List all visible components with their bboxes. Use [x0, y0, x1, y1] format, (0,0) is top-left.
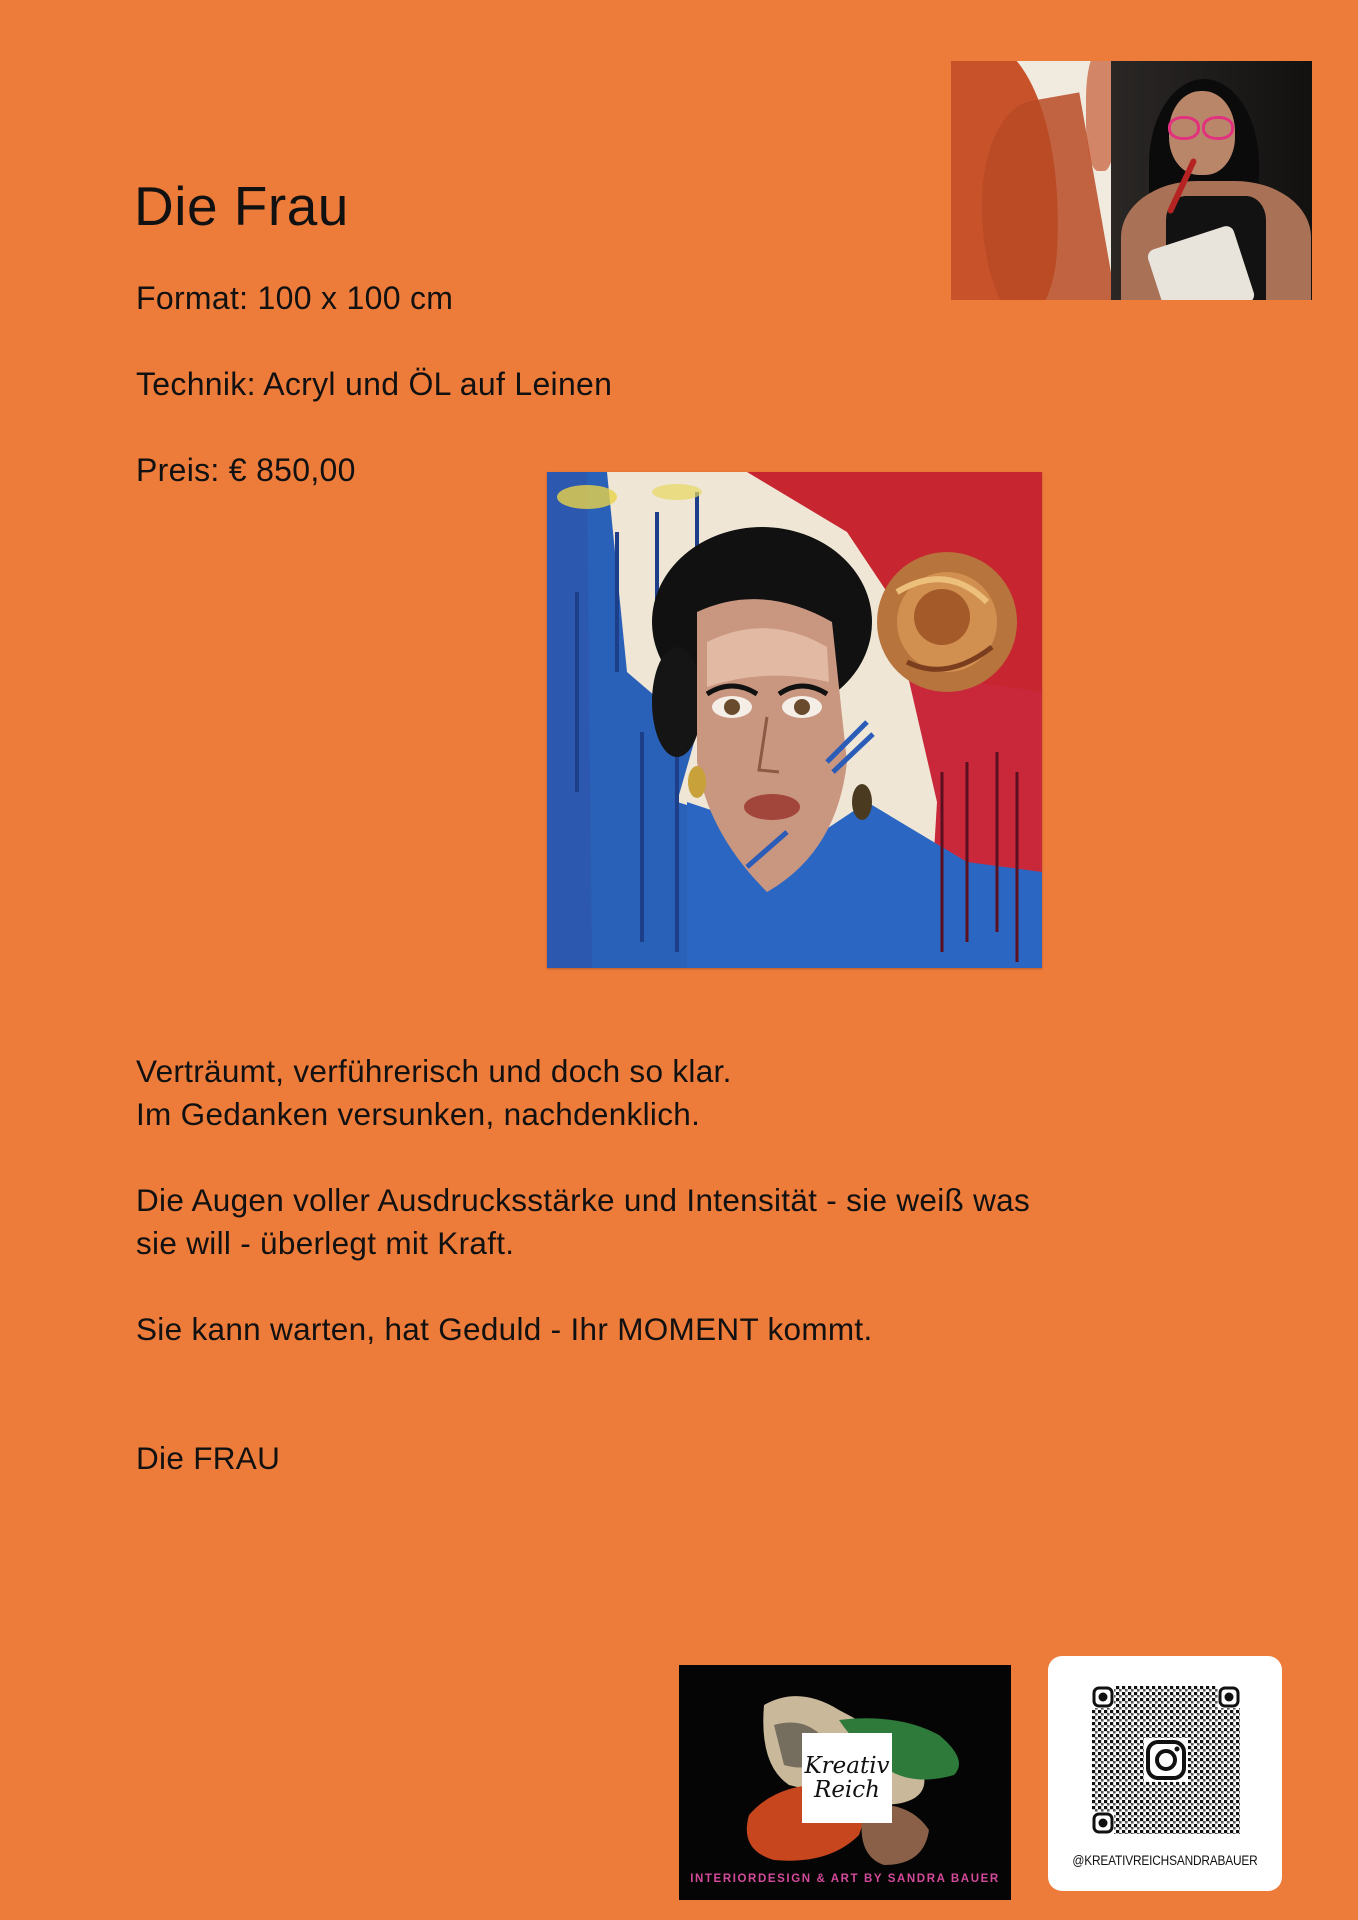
- description-signature: Die FRAU: [136, 1440, 281, 1476]
- description-line: Die Augen voller Ausdrucksstärke und Intensität - sie weiß was: [136, 1182, 1031, 1218]
- painting-image: [547, 472, 1042, 968]
- artist-photo: [951, 61, 1312, 300]
- description-line: Verträumt, verführerisch und doch so klar.: [136, 1053, 732, 1089]
- brand-name-line1: Kreativ: [804, 1753, 890, 1779]
- artwork-description: [136, 1050, 1176, 1480]
- brand-tagline: INTERIORDESIGN & ART BY SANDRA BAUER: [690, 1873, 1000, 1885]
- artist-photo-portrait: [1111, 61, 1312, 300]
- instagram-icon: [1144, 1738, 1188, 1782]
- artist-photo-painting-detail: [951, 61, 1111, 300]
- artwork-format: Format: 100 x 100 cm: [136, 280, 454, 316]
- description-line: Sie kann warten, hat Geduld - Ihr MOMENT kommt.: [136, 1311, 873, 1347]
- instagram-handle[interactable]: @KREATIVREICHSANDRABAUER: [1072, 1853, 1258, 1868]
- brand-name-line2: Reich: [814, 1777, 880, 1803]
- artwork-technique: Technik: Acryl und ÖL auf Leinen: [136, 366, 613, 402]
- description-line: sie will - überlegt mit Kraft.: [136, 1225, 515, 1261]
- brand-badge: [802, 1733, 892, 1823]
- instagram-qr-card[interactable]: [1048, 1656, 1282, 1891]
- description-line: Im Gedanken versunken, nachdenklich.: [136, 1096, 701, 1132]
- artwork-title: Die Frau: [134, 175, 349, 237]
- artwork-price: Preis: € 850,00: [136, 452, 356, 488]
- qr-code[interactable]: [1092, 1686, 1240, 1834]
- brand-logo: [679, 1665, 1011, 1900]
